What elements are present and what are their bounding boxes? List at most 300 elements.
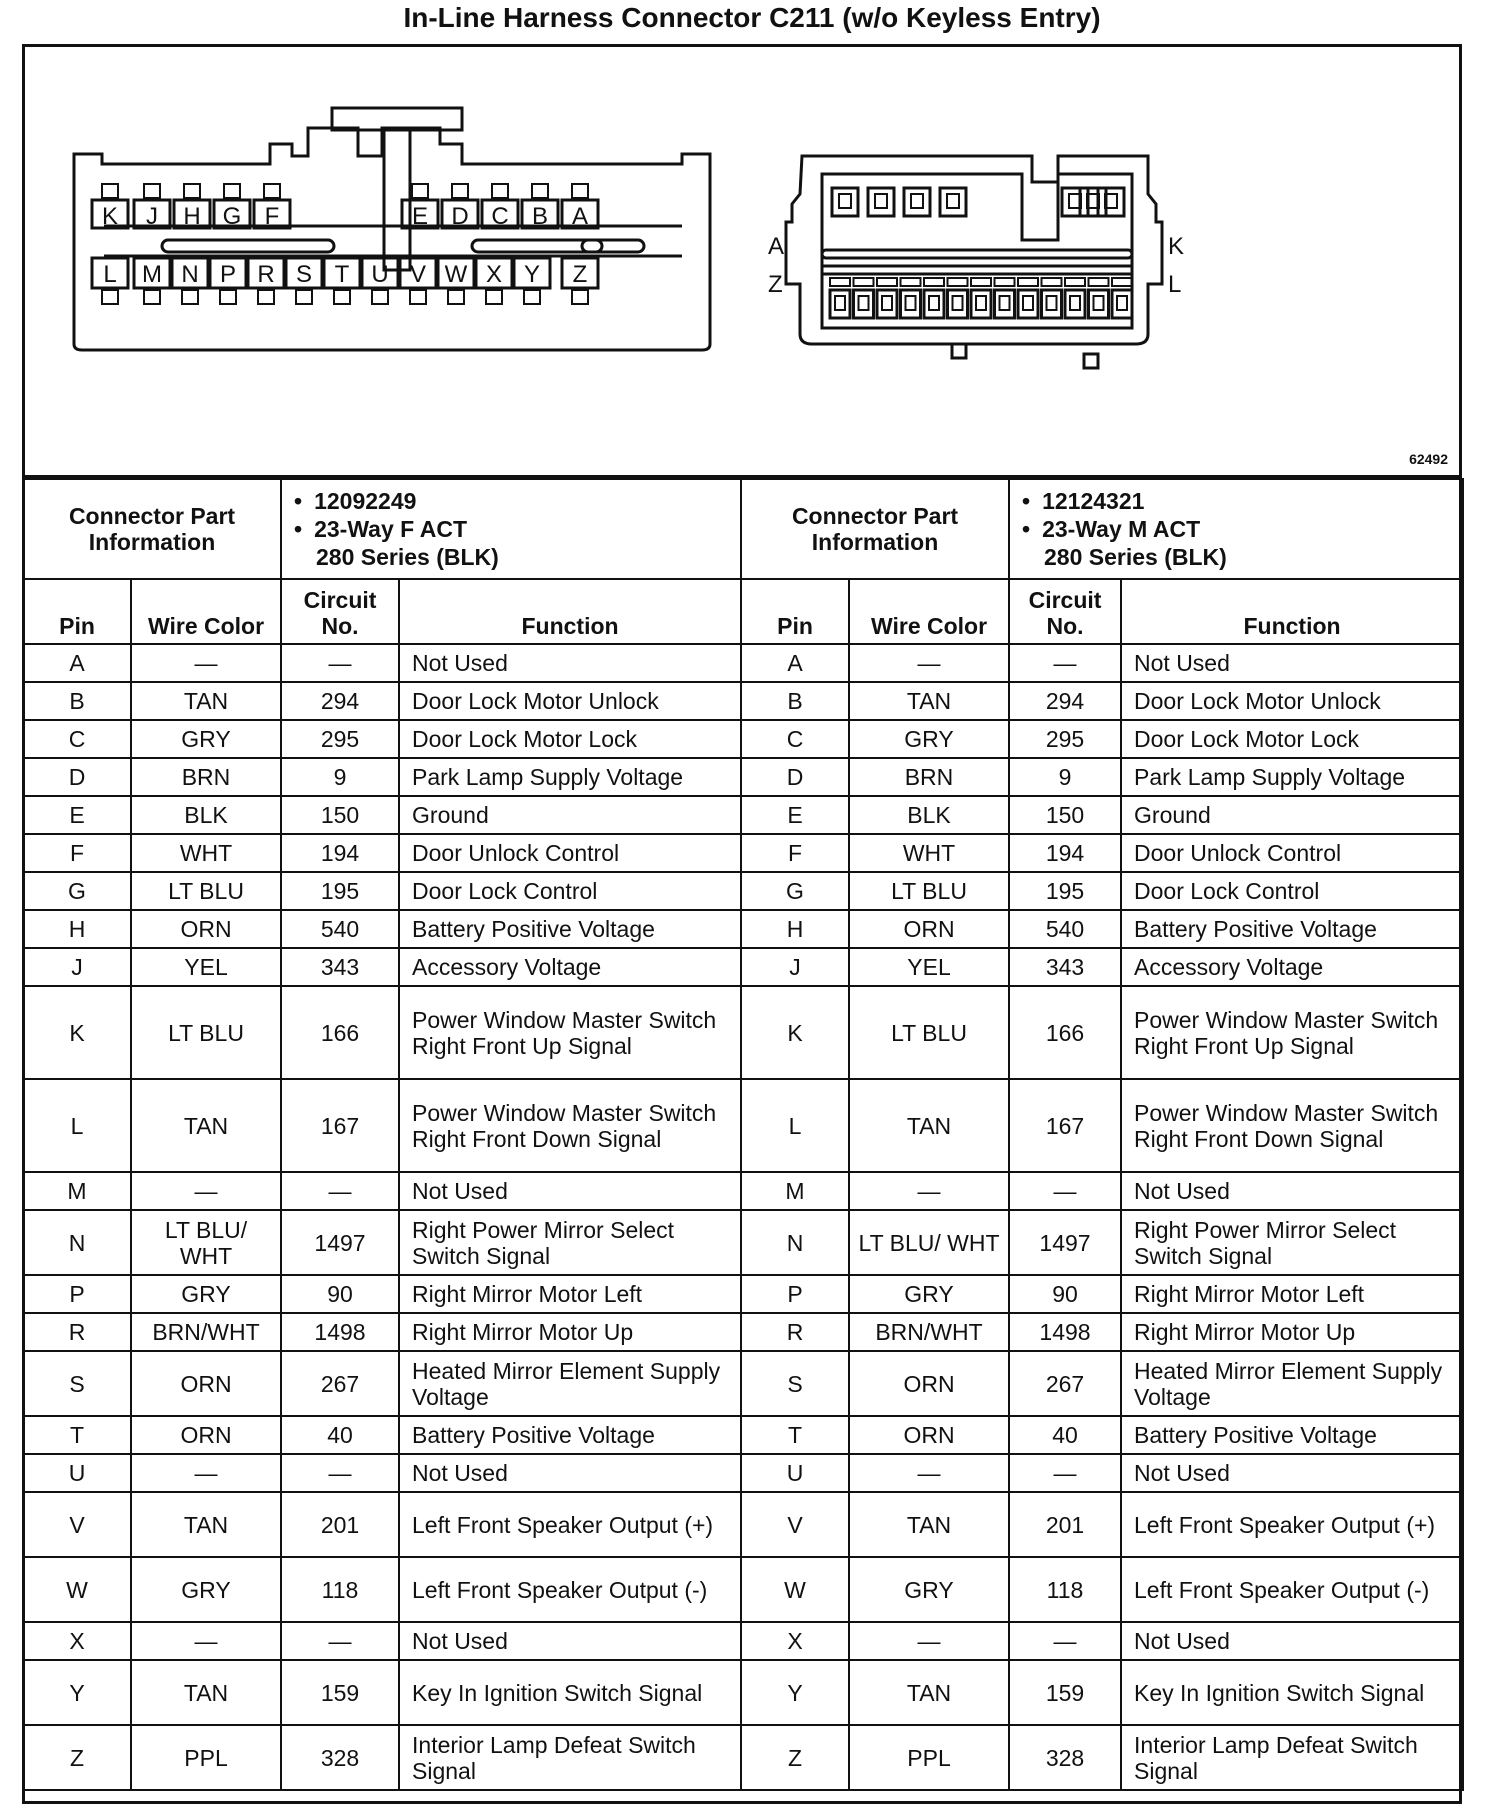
right-connector-cavity bbox=[854, 290, 874, 318]
left-connector-pin-label: Z bbox=[572, 261, 588, 288]
left-wire-color-cell: — bbox=[131, 1172, 281, 1210]
left-circuit-cell: 343 bbox=[281, 948, 399, 986]
left-circuit-cell: 40 bbox=[281, 1416, 399, 1454]
right-circuit-cell: 195 bbox=[1009, 872, 1121, 910]
left-wire-color-cell: — bbox=[131, 1454, 281, 1492]
left-circuit-cell: 90 bbox=[281, 1275, 399, 1313]
left-pin-cell: H bbox=[23, 910, 131, 948]
right-pin-row bbox=[741, 1313, 1463, 1351]
left-pin-row bbox=[23, 1622, 741, 1660]
right-pin-cell: E bbox=[741, 796, 849, 834]
right-function-cell: Interior Lamp Defeat Switch Signal bbox=[1121, 1725, 1463, 1790]
left-circuit-cell: 1498 bbox=[281, 1313, 399, 1351]
left-wire-color-cell: BLK bbox=[131, 796, 281, 834]
left-function-cell: Not Used bbox=[399, 1454, 741, 1492]
right-connector-cavity bbox=[1080, 188, 1106, 216]
left-wire-color-cell: GRY bbox=[131, 1557, 281, 1622]
right-function-cell: Door Lock Motor Unlock bbox=[1121, 682, 1463, 720]
right-function-cell: Not Used bbox=[1121, 1622, 1463, 1660]
left-function-cell: Power Window Master Switch Right Front Up Signal bbox=[399, 986, 741, 1079]
left-pin-cell: R bbox=[23, 1313, 131, 1351]
right-wire-color-cell: GRY bbox=[849, 720, 1009, 758]
left-circuit-cell: 166 bbox=[281, 986, 399, 1079]
right-info-series: 280 Series (BLK) bbox=[1044, 544, 1227, 570]
right-function-cell: Battery Positive Voltage bbox=[1121, 910, 1463, 948]
right-function-cell: Power Window Master Switch Right Front Up Signal bbox=[1121, 986, 1463, 1079]
left-pin-cell: G bbox=[23, 872, 131, 910]
left-connector-pin-label: B bbox=[531, 203, 549, 230]
right-circuit-cell: — bbox=[1009, 644, 1121, 682]
left-connector-pin-label: Y bbox=[523, 261, 541, 288]
right-circuit-cell: 343 bbox=[1009, 948, 1121, 986]
left-pin-row bbox=[23, 834, 741, 872]
right-circuit-cell: 167 bbox=[1009, 1079, 1121, 1172]
right-connector-latch bbox=[1112, 278, 1132, 286]
left-function-cell: Left Front Speaker Output (+) bbox=[399, 1492, 741, 1557]
right-function-cell: Ground bbox=[1121, 796, 1463, 834]
left-function-cell: Not Used bbox=[399, 644, 741, 682]
connector-diagram-area bbox=[22, 44, 1462, 478]
left-circuit-cell: — bbox=[281, 1454, 399, 1492]
left-function-cell: Battery Positive Voltage bbox=[399, 910, 741, 948]
left-connector-pin-label: N bbox=[181, 261, 199, 288]
right-pin-cell: D bbox=[741, 758, 849, 796]
right-pin-row bbox=[741, 948, 1463, 986]
right-connector-cavity bbox=[830, 290, 850, 318]
right-pin-cell: H bbox=[741, 910, 849, 948]
right-function-cell: Door Lock Motor Lock bbox=[1121, 720, 1463, 758]
left-function-cell: Key In Ignition Switch Signal bbox=[399, 1660, 741, 1725]
right-wire-color-cell: LT BLU/ WHT bbox=[849, 1210, 1009, 1275]
right-connector-table bbox=[740, 478, 1464, 1791]
right-pin-cell: R bbox=[741, 1313, 849, 1351]
left-pin-cell: N bbox=[23, 1210, 131, 1275]
right-connector-latch bbox=[924, 278, 944, 286]
right-connector-table-wrap bbox=[740, 478, 1462, 1804]
left-pin-row bbox=[23, 1275, 741, 1313]
left-connector-table-wrap bbox=[22, 478, 740, 1804]
left-connector-pin bbox=[514, 258, 550, 304]
right-connector-cavity bbox=[971, 290, 991, 318]
right-wire-color-cell: TAN bbox=[849, 1079, 1009, 1172]
right-connector-cavity bbox=[832, 188, 858, 216]
left-function-cell: Heated Mirror Element Supply Voltage bbox=[399, 1351, 741, 1416]
left-pin-cell: J bbox=[23, 948, 131, 986]
left-pin-row bbox=[23, 872, 741, 910]
left-circuit-cell: 159 bbox=[281, 1660, 399, 1725]
right-pin-row bbox=[741, 796, 1463, 834]
left-connector-pin-label: S bbox=[295, 261, 313, 288]
left-circuit-cell: 150 bbox=[281, 796, 399, 834]
right-connector-cavity bbox=[904, 188, 930, 216]
left-pin-cell: A bbox=[23, 644, 131, 682]
left-connector-pin bbox=[362, 258, 398, 304]
left-connector-pin-label: W bbox=[444, 261, 468, 288]
right-connector-latch bbox=[971, 278, 991, 286]
right-pin-cell: X bbox=[741, 1622, 849, 1660]
right-pin-cell: F bbox=[741, 834, 849, 872]
left-circuit-cell: — bbox=[281, 1622, 399, 1660]
right-pin-row bbox=[741, 1622, 1463, 1660]
left-wire-color-cell: — bbox=[131, 644, 281, 682]
left-info-type: • 23-Way F ACT bbox=[316, 515, 734, 543]
right-wire-color-cell: YEL bbox=[849, 948, 1009, 986]
left-pin-cell: V bbox=[23, 1492, 131, 1557]
right-pin-cell: L bbox=[741, 1079, 849, 1172]
right-circuit-cell: 1498 bbox=[1009, 1313, 1121, 1351]
right-pin-cell: J bbox=[741, 948, 849, 986]
left-wire-color-cell: YEL bbox=[131, 948, 281, 986]
left-wire-color-cell: BRN bbox=[131, 758, 281, 796]
left-wire-color-cell: TAN bbox=[131, 1492, 281, 1557]
left-connector-pin-label: E bbox=[411, 203, 429, 230]
left-connector-pin-label: P bbox=[219, 261, 237, 288]
right-pin-row bbox=[741, 1492, 1463, 1557]
right-connector-cavity bbox=[948, 290, 968, 318]
left-function-cell: Door Lock Control bbox=[399, 872, 741, 910]
right-pin-row bbox=[741, 758, 1463, 796]
right-connector-cavity bbox=[868, 188, 894, 216]
right-connector-cavity bbox=[940, 188, 966, 216]
right-pin-row bbox=[741, 720, 1463, 758]
right-wire-color-cell: PPL bbox=[849, 1725, 1009, 1790]
right-circuit-cell: — bbox=[1009, 1172, 1121, 1210]
left-connector-pin-label: X bbox=[485, 261, 503, 288]
right-connector-latch bbox=[830, 278, 850, 286]
left-pin-row bbox=[23, 1351, 741, 1416]
right-function-cell: Right Mirror Motor Up bbox=[1121, 1313, 1463, 1351]
right-circuit-cell: 9 bbox=[1009, 758, 1121, 796]
right-pin-row bbox=[741, 1079, 1463, 1172]
left-connector-pin bbox=[286, 258, 322, 304]
left-function-cell: Right Mirror Motor Up bbox=[399, 1313, 741, 1351]
right-wire-color-cell: — bbox=[849, 1172, 1009, 1210]
left-pin-row bbox=[23, 1557, 741, 1622]
left-info-series: 280 Series (BLK) bbox=[316, 544, 499, 570]
right-circuit-cell: 90 bbox=[1009, 1275, 1121, 1313]
left-header-function: Function bbox=[399, 579, 741, 644]
left-connector-pin bbox=[92, 184, 128, 230]
right-pin-row bbox=[741, 1351, 1463, 1416]
page-title: In-Line Harness Connector C211 (w/o Keyless Entry) bbox=[403, 2, 1101, 33]
left-function-cell: Left Front Speaker Output (-) bbox=[399, 1557, 741, 1622]
right-pin-cell: Y bbox=[741, 1660, 849, 1725]
left-connector-pin-label: J bbox=[146, 203, 158, 230]
left-pin-cell: W bbox=[23, 1557, 131, 1622]
left-connector-pin bbox=[174, 184, 210, 230]
left-pin-row bbox=[23, 720, 741, 758]
right-function-cell: Battery Positive Voltage bbox=[1121, 1416, 1463, 1454]
left-circuit-cell: 294 bbox=[281, 682, 399, 720]
left-connector-pin-label: T bbox=[334, 261, 350, 288]
right-pin-cell: G bbox=[741, 872, 849, 910]
left-connector-pin-label: F bbox=[264, 203, 280, 230]
right-connector-latch bbox=[901, 278, 921, 286]
left-connector-pin bbox=[482, 184, 518, 230]
right-function-cell: Not Used bbox=[1121, 1454, 1463, 1492]
left-pin-cell: U bbox=[23, 1454, 131, 1492]
right-circuit-cell: 40 bbox=[1009, 1416, 1121, 1454]
left-function-cell: Ground bbox=[399, 796, 741, 834]
right-pin-cell: N bbox=[741, 1210, 849, 1275]
left-info-part: • 12092249 bbox=[316, 487, 734, 515]
right-pin-row bbox=[741, 872, 1463, 910]
right-connector-latch bbox=[1042, 278, 1062, 286]
right-pin-cell: C bbox=[741, 720, 849, 758]
left-pin-row bbox=[23, 1210, 741, 1275]
left-pin-cell: B bbox=[23, 682, 131, 720]
left-connector-pin-label: H bbox=[183, 203, 201, 230]
right-pin-cell: A bbox=[741, 644, 849, 682]
right-connector-cavity bbox=[995, 290, 1015, 318]
right-pin-row bbox=[741, 1210, 1463, 1275]
right-connector-cavity bbox=[877, 290, 897, 318]
left-wire-color-cell: LT BLU bbox=[131, 872, 281, 910]
left-pin-cell: Y bbox=[23, 1660, 131, 1725]
right-wire-color-cell: — bbox=[849, 1622, 1009, 1660]
right-circuit-cell: 194 bbox=[1009, 834, 1121, 872]
right-function-cell: Key In Ignition Switch Signal bbox=[1121, 1660, 1463, 1725]
right-wire-color-cell: ORN bbox=[849, 1351, 1009, 1416]
right-pin-row bbox=[741, 682, 1463, 720]
right-connector-latch bbox=[1018, 278, 1038, 286]
left-function-cell: Right Power Mirror Select Switch Signal bbox=[399, 1210, 741, 1275]
left-connector-pin bbox=[210, 258, 246, 304]
left-connector-pin bbox=[134, 258, 170, 304]
left-circuit-cell: 1497 bbox=[281, 1210, 399, 1275]
left-function-cell: Door Unlock Control bbox=[399, 834, 741, 872]
left-pin-row bbox=[23, 1454, 741, 1492]
right-circuit-cell: — bbox=[1009, 1454, 1121, 1492]
left-connector-pin bbox=[476, 258, 512, 304]
right-wire-color-cell: ORN bbox=[849, 1416, 1009, 1454]
left-pin-cell: K bbox=[23, 986, 131, 1079]
right-wire-color-cell: GRY bbox=[849, 1557, 1009, 1622]
left-circuit-cell: 118 bbox=[281, 1557, 399, 1622]
right-circuit-cell: 166 bbox=[1009, 986, 1121, 1079]
left-wire-color-cell: ORN bbox=[131, 1351, 281, 1416]
right-pin-cell: W bbox=[741, 1557, 849, 1622]
right-wire-color-cell: BLK bbox=[849, 796, 1009, 834]
left-pin-cell: P bbox=[23, 1275, 131, 1313]
left-wire-color-cell: GRY bbox=[131, 720, 281, 758]
left-table-body bbox=[23, 644, 741, 1790]
left-connector-top-pins bbox=[92, 184, 598, 230]
right-pin-cell: P bbox=[741, 1275, 849, 1313]
left-pin-row bbox=[23, 1313, 741, 1351]
right-connector-latch bbox=[948, 278, 968, 286]
left-wire-color-cell: LT BLU/ WHT bbox=[131, 1210, 281, 1275]
left-function-cell: Not Used bbox=[399, 1172, 741, 1210]
left-wire-color-cell: GRY bbox=[131, 1275, 281, 1313]
left-connector-pin bbox=[254, 184, 290, 230]
right-pin-row bbox=[741, 1275, 1463, 1313]
right-function-cell: Power Window Master Switch Right Front Down Signal bbox=[1121, 1079, 1463, 1172]
right-circuit-cell: 201 bbox=[1009, 1492, 1121, 1557]
left-wire-color-cell: TAN bbox=[131, 1079, 281, 1172]
left-connector-table bbox=[22, 478, 742, 1791]
right-function-cell: Left Front Speaker Output (-) bbox=[1121, 1557, 1463, 1622]
right-circuit-cell: 328 bbox=[1009, 1725, 1121, 1790]
right-pin-row bbox=[741, 910, 1463, 948]
left-connector-bottom-pins bbox=[92, 258, 598, 304]
right-connector-cavity bbox=[1062, 188, 1088, 216]
left-info-list bbox=[281, 479, 741, 579]
left-circuit-cell: — bbox=[281, 1172, 399, 1210]
right-connector-cavity bbox=[924, 290, 944, 318]
right-function-cell: Not Used bbox=[1121, 1172, 1463, 1210]
right-header-pin: Pin bbox=[741, 579, 849, 644]
right-pin-row bbox=[741, 1725, 1463, 1790]
left-connector-pin bbox=[134, 184, 170, 230]
left-connector-pin bbox=[522, 184, 558, 230]
right-function-cell: Accessory Voltage bbox=[1121, 948, 1463, 986]
right-circuit-cell: 1497 bbox=[1009, 1210, 1121, 1275]
left-pin-cell: S bbox=[23, 1351, 131, 1416]
right-connector-latch bbox=[995, 278, 1015, 286]
left-connector-pin-label: G bbox=[222, 203, 242, 230]
left-circuit-cell: 201 bbox=[281, 1492, 399, 1557]
left-pin-cell: L bbox=[23, 1079, 131, 1172]
left-wire-color-cell: PPL bbox=[131, 1725, 281, 1790]
right-circuit-cell: 150 bbox=[1009, 796, 1121, 834]
right-pin-cell: T bbox=[741, 1416, 849, 1454]
left-circuit-cell: 195 bbox=[281, 872, 399, 910]
right-circuit-cell: — bbox=[1009, 1622, 1121, 1660]
left-connector-pin bbox=[402, 184, 438, 230]
left-connector-pin bbox=[324, 258, 360, 304]
left-pin-row bbox=[23, 1172, 741, 1210]
right-circuit-cell: 159 bbox=[1009, 1660, 1121, 1725]
left-function-cell: Battery Positive Voltage bbox=[399, 1416, 741, 1454]
left-circuit-cell: — bbox=[281, 644, 399, 682]
left-pin-row bbox=[23, 1725, 741, 1790]
left-connector-pin-label: D bbox=[451, 203, 469, 230]
right-function-cell: Heated Mirror Element Supply Voltage bbox=[1121, 1351, 1463, 1416]
left-pin-row bbox=[23, 796, 741, 834]
left-wire-color-cell: ORN bbox=[131, 910, 281, 948]
left-pin-cell: F bbox=[23, 834, 131, 872]
figure-id: 62492 bbox=[1409, 451, 1448, 467]
left-function-cell: Power Window Master Switch Right Front Down Signal bbox=[399, 1079, 741, 1172]
left-pin-row bbox=[23, 948, 741, 986]
right-function-cell: Door Lock Control bbox=[1121, 872, 1463, 910]
left-wire-color-cell: ORN bbox=[131, 1416, 281, 1454]
left-header-row bbox=[23, 579, 741, 644]
left-circuit-cell: 194 bbox=[281, 834, 399, 872]
left-connector-pin-label: L bbox=[103, 261, 117, 288]
right-function-cell: Right Mirror Motor Left bbox=[1121, 1275, 1463, 1313]
right-pin-cell: K bbox=[741, 986, 849, 1079]
right-pin-row bbox=[741, 1416, 1463, 1454]
left-connector-pin-label: A bbox=[571, 203, 589, 230]
left-pin-cell: X bbox=[23, 1622, 131, 1660]
right-pin-row bbox=[741, 1172, 1463, 1210]
left-pin-row bbox=[23, 1492, 741, 1557]
right-function-cell: Left Front Speaker Output (+) bbox=[1121, 1492, 1463, 1557]
left-connector-pin bbox=[562, 258, 598, 304]
left-circuit-cell: 328 bbox=[281, 1725, 399, 1790]
right-function-cell: Not Used bbox=[1121, 644, 1463, 682]
right-info-type: • 23-Way M ACT bbox=[1044, 515, 1456, 543]
right-wire-color-cell: BRN bbox=[849, 758, 1009, 796]
right-circuit-cell: 118 bbox=[1009, 1557, 1121, 1622]
right-header-row bbox=[741, 579, 1463, 644]
left-pin-cell: M bbox=[23, 1172, 131, 1210]
right-connector-label-k: K bbox=[1168, 233, 1185, 260]
left-pin-cell: C bbox=[23, 720, 131, 758]
right-connector-cavity bbox=[1112, 290, 1132, 318]
left-function-cell: Right Mirror Motor Left bbox=[399, 1275, 741, 1313]
right-pin-cell: Z bbox=[741, 1725, 849, 1790]
right-wire-color-cell: TAN bbox=[849, 1492, 1009, 1557]
left-header-pin: Pin bbox=[23, 579, 131, 644]
right-info-row bbox=[741, 479, 1463, 579]
right-header-circuit: Circuit No. bbox=[1009, 579, 1121, 644]
left-pin-row bbox=[23, 986, 741, 1079]
left-pin-row bbox=[23, 682, 741, 720]
left-pin-row bbox=[23, 1660, 741, 1725]
left-function-cell: Not Used bbox=[399, 1622, 741, 1660]
left-connector-pin bbox=[562, 184, 598, 230]
left-function-cell: Door Lock Motor Unlock bbox=[399, 682, 741, 720]
right-connector-cavity bbox=[1042, 290, 1062, 318]
right-function-cell: Door Unlock Control bbox=[1121, 834, 1463, 872]
right-connector-label-z: Z bbox=[768, 271, 783, 298]
right-pin-row bbox=[741, 644, 1463, 682]
left-pin-row bbox=[23, 1416, 741, 1454]
right-pin-row bbox=[741, 986, 1463, 1079]
right-wire-color-cell: LT BLU bbox=[849, 986, 1009, 1079]
left-connector-pin bbox=[214, 184, 250, 230]
right-connector-latch bbox=[1089, 278, 1109, 286]
right-pin-cell: M bbox=[741, 1172, 849, 1210]
right-connector-cavity bbox=[1098, 188, 1124, 216]
right-circuit-cell: 295 bbox=[1009, 720, 1121, 758]
right-pin-cell: U bbox=[741, 1454, 849, 1492]
left-header-wire-color: Wire Color bbox=[131, 579, 281, 644]
right-wire-color-cell: LT BLU bbox=[849, 872, 1009, 910]
left-function-cell: Door Lock Motor Lock bbox=[399, 720, 741, 758]
right-connector-cavity bbox=[901, 290, 921, 318]
left-wire-color-cell: TAN bbox=[131, 682, 281, 720]
right-function-cell: Right Power Mirror Select Switch Signal bbox=[1121, 1210, 1463, 1275]
left-header-circuit: Circuit No. bbox=[281, 579, 399, 644]
right-header-wire-color: Wire Color bbox=[849, 579, 1009, 644]
right-pin-cell: V bbox=[741, 1492, 849, 1557]
right-connector-latch bbox=[877, 278, 897, 286]
left-pin-row bbox=[23, 758, 741, 796]
left-connector-pin-label: C bbox=[491, 203, 509, 230]
right-circuit-cell: 540 bbox=[1009, 910, 1121, 948]
left-wire-color-cell: TAN bbox=[131, 1660, 281, 1725]
left-wire-color-cell: BRN/WHT bbox=[131, 1313, 281, 1351]
right-connector-label-l: L bbox=[1168, 271, 1182, 298]
left-pin-row bbox=[23, 644, 741, 682]
left-connector-pin-label: R bbox=[257, 261, 275, 288]
right-connector-cavity bbox=[1018, 290, 1038, 318]
left-connector-pin bbox=[172, 258, 208, 304]
right-info-label: Connector Part Information bbox=[741, 479, 1009, 579]
right-wire-color-cell: WHT bbox=[849, 834, 1009, 872]
left-circuit-cell: 9 bbox=[281, 758, 399, 796]
right-circuit-cell: 294 bbox=[1009, 682, 1121, 720]
right-connector-cavity bbox=[1065, 290, 1085, 318]
left-circuit-cell: 267 bbox=[281, 1351, 399, 1416]
left-pin-row bbox=[23, 910, 741, 948]
right-info-part: • 12124321 bbox=[1044, 487, 1456, 515]
right-wire-color-cell: — bbox=[849, 644, 1009, 682]
